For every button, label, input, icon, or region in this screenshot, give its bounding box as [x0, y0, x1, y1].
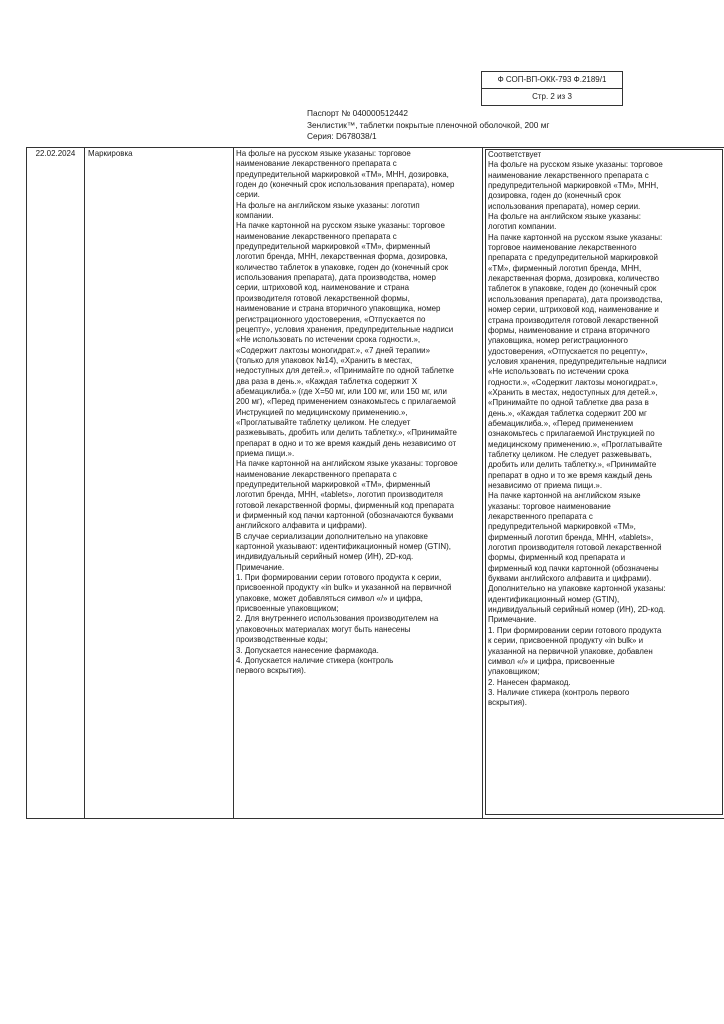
requirement-line: На фольге на английском языке указаны: логотип [236, 200, 420, 210]
result-line: годности.», «Содержит лактозы моногидрат.», [488, 377, 658, 387]
requirement-line: 3. Допускается нанесение фармакода. [236, 645, 379, 655]
requirement-line: первого вскрытия). [236, 666, 306, 676]
result-line: ознакомьтесь с прилагаемой Инструкцией по [488, 429, 655, 439]
result-line: независимо от приема пищи.». [488, 481, 603, 490]
result-line: номер серии, штриховой код, наименование и [488, 305, 659, 315]
product-name: Зенлистик™, таблетки покрытые пленочной оболочкой, 200 мг [307, 119, 550, 130]
result-frame [485, 149, 723, 815]
requirement-line: логотип бренда, МНН, лекарственная форма, дозировка, [236, 252, 448, 262]
requirement-line: упаковке, может добавляться символ «/» и цифра, [236, 593, 423, 603]
result-line: предупредительной маркировкой «TM», [488, 522, 636, 532]
result-line: формы, наименование и страна вторичного [488, 325, 650, 335]
requirement-line: присвоенные упаковщиком; [236, 604, 339, 614]
result-line: На пачке картонной на русском языке указаны: [488, 232, 663, 242]
result-line: 1. При формировании серии готового продукта [488, 625, 662, 635]
requirement-line: наименование лекарственного препарата с [236, 231, 397, 241]
requirement-line: серии, штриховой код, наименование и страна [236, 283, 409, 293]
result-line: 3. Наличие стикера (контроль первого [488, 687, 630, 697]
requirement-line: использования препарата), дата производства, номер [236, 273, 436, 283]
result-line: Дополнительно на упаковке картонной указаны: [488, 584, 666, 594]
result-line: 2. Нанесен фармакод. [488, 677, 571, 687]
result-line: На пачке картонной на английском языке [488, 491, 641, 501]
requirement-line: два раза в день.», «Каждая таблетка содержит X [236, 376, 418, 386]
result-line: таблеток в упаковке, годен до (конечный срок [488, 284, 657, 294]
result-line: медицинскому применению.», «Проглатывайте [488, 439, 663, 449]
requirement-line: производителя готовой лекарственной формы, [236, 293, 410, 303]
result-line: формы, фирменный код препарата и [488, 553, 626, 563]
result-line: удостоверения, «Отпускается по рецепту», [488, 346, 648, 356]
requirement-line: серии. [236, 190, 260, 200]
requirement-line: компании. [236, 211, 274, 221]
form-code-box [481, 71, 623, 106]
form-code: Ф СОП-ВП-ОКК-793 Ф.2189/1 [497, 75, 607, 84]
result-line: символ «/» и цифра, присвоенные [488, 656, 615, 666]
requirement-line: «Содержит лактозы моногидрат.», «7 дней терапии» [236, 345, 431, 355]
requirement-line: 2. Для внутреннего использования производителем на [236, 614, 439, 624]
result-line: Примечание. [488, 615, 537, 625]
requirement-line: На пачке картонной на русском языке указаны: торговое [236, 221, 445, 231]
requirement-line: абемациклиба.» (где X=50 мг, или 100 мг, или 150 мг, или [236, 386, 447, 396]
requirement-line: годен до (конечный срок использования препарата), номер [236, 180, 455, 190]
requirement-line: наименование лекарственного препарата с [236, 469, 397, 479]
requirement-line: Инструкцией по медицинскому применению.», [236, 407, 408, 417]
requirement-text [236, 149, 480, 677]
result-line: «Принимайте по одной таблетке два раза в [488, 398, 649, 408]
requirement-line: предупредительной маркировкой «TM», МНН, дозировка, [236, 169, 449, 179]
result-line: наименование лекарственного препарата с [488, 170, 649, 180]
passport-number: Паспорт № 040000512442 [307, 108, 408, 118]
result-line: лекарственного препарата с [488, 512, 593, 522]
result-line: идентификационный номер (GTIN), [488, 594, 620, 604]
requirement-line: английского алфавита и цифрами). [236, 521, 367, 531]
result-line: логотип производителя готовой лекарственной [488, 543, 662, 553]
result-line: «Хранить в местах, недоступных для детей.», [488, 387, 658, 397]
series-number: Серия: D678038/1 [307, 131, 377, 141]
result-line: условия хранения, предупредительные надписи [488, 356, 667, 366]
page-number: Стр. 2 из 3 [482, 88, 622, 105]
result-line: препарат в одно и то же время каждый день [488, 470, 653, 480]
requirement-line: упаковочных материалах могут быть нанесены [236, 624, 411, 634]
requirement-line: (только для упаковок №14), «Хранить в местах, [236, 355, 413, 365]
requirement-line: «Не использовать по истечении срока годности.», [236, 335, 421, 345]
result-line: вскрытия). [488, 698, 527, 708]
result-line: Соответствует [488, 150, 542, 159]
result-line: «TM», фирменный логотип бренда, МНН, [488, 263, 642, 273]
result-line: фирменный логотип бренда, МНН, «tablets», [488, 532, 654, 542]
requirement-line: наименование лекарственного препарата с [236, 159, 397, 169]
requirement-line: готовой лекарственной формы, фирменный код препарата [236, 500, 454, 510]
requirement-line: разжевывать, дробить или делить таблетку.», «Принимайте [236, 428, 457, 438]
results-table [26, 147, 724, 819]
result-line: упаковщика, номер регистрационного [488, 336, 628, 346]
result-line: абемациклиба.», «Перед применением [488, 418, 634, 428]
result-line: фирменный код пачки картонной (обозначены [488, 563, 659, 573]
result-line: торговое наименование лекарственного [488, 243, 637, 253]
requirement-line: картонной указывают: идентификационный номер (GTIN), [236, 542, 451, 552]
date-cell: 22.02.2024 [27, 148, 85, 819]
result-line: указанной на первичной упаковке, добавлен [488, 646, 653, 656]
table-row [27, 148, 724, 819]
result-line: препарата с предупредительной маркировкой [488, 253, 658, 263]
requirement-line: присвоенной продукту «in bulk» и указанной на первичной [236, 583, 452, 593]
requirement-line: На пачке картонной на английском языке указаны: торговое [236, 459, 458, 469]
requirement-line: На фольге на русском языке указаны: торговое [236, 149, 411, 158]
result-line: использования препарата), номер серии. [488, 201, 641, 211]
requirement-cell [234, 148, 483, 819]
result-line: предупредительной маркировкой «TM», МНН, [488, 181, 659, 191]
requirement-line: предупредительной маркировкой «TM», фирменный [236, 480, 431, 489]
result-text [488, 150, 720, 709]
requirement-line: регистрационного удостоверения, «Отпускается по [236, 314, 426, 324]
passport-header [307, 108, 549, 143]
result-line: использования препарата), дата производства, [488, 294, 663, 304]
result-line: «Не использовать по истечении срока [488, 367, 629, 377]
requirement-line: количество таблеток в упаковке, годен до (конечный срок [236, 262, 449, 272]
result-line: дробить или делить таблетку.», «Принимайте [488, 460, 657, 470]
result-line: индивидуальный серийный номер (ИН), 2D-код. [488, 605, 666, 615]
parameter-cell: Маркировка [85, 148, 234, 819]
requirement-line: производственные коды; [236, 635, 328, 645]
requirement-line: «Проглатывайте таблетку целиком. Не следует [236, 417, 411, 427]
requirement-line: индивидуальный серийный номер (ИН), 2D-код. [236, 552, 414, 562]
result-line: лекарственная форма, дозировка, количество [488, 274, 660, 284]
requirement-line: логотип бренда, МНН, «tablets», логотип производителя [236, 490, 443, 500]
result-line: страна производителя готовой лекарственной [488, 315, 659, 325]
result-line: дозировка, годен до (конечный срок [488, 191, 621, 201]
requirement-line: предупредительной маркировкой «TM», фирменный [236, 242, 431, 252]
result-line: На фольге на английском языке указаны: [488, 212, 641, 222]
result-line: На фольге на русском языке указаны: торговое [488, 160, 663, 170]
requirement-line: 1. При формировании серии готового продукта к серии, [236, 573, 442, 583]
requirement-line: наименование и страна вторичного упаковщика, номер [236, 304, 441, 314]
requirement-line: препарат в одно и то же время каждый день независимо от [236, 438, 457, 448]
result-line: день.», «Каждая таблетка содержит 200 мг [488, 408, 647, 418]
requirement-line: приема пищи.». [236, 448, 295, 458]
requirement-line: 4. Допускается наличие стикера (контроль [236, 655, 394, 665]
result-line: таблетку целиком. Не следует разжевывать, [488, 449, 652, 459]
requirement-line: В случае сериализации дополнительно на упаковке [236, 531, 428, 541]
result-line: указаны: торговое наименование [488, 501, 611, 511]
result-line: упаковщиком; [488, 667, 540, 677]
result-line: буквами английского алфавита и цифрами). [488, 574, 652, 584]
requirement-line: недоступных для детей.», «Принимайте по одной таблетке [236, 366, 454, 376]
requirement-line: 200 мг), «Перед применением ознакомьтесь с прилагаемой [236, 397, 456, 407]
result-cell [483, 148, 724, 819]
requirement-line: и фирменный код пачки картонной (обозначаются буквами [236, 511, 454, 521]
requirement-line: рецепту», условия хранения, предупредительные надписи [236, 324, 454, 334]
result-line: к серии, присвоенной продукту «in bulk» и [488, 636, 644, 646]
requirement-line: Примечание. [236, 562, 285, 572]
result-line: логотип компании. [488, 222, 557, 232]
